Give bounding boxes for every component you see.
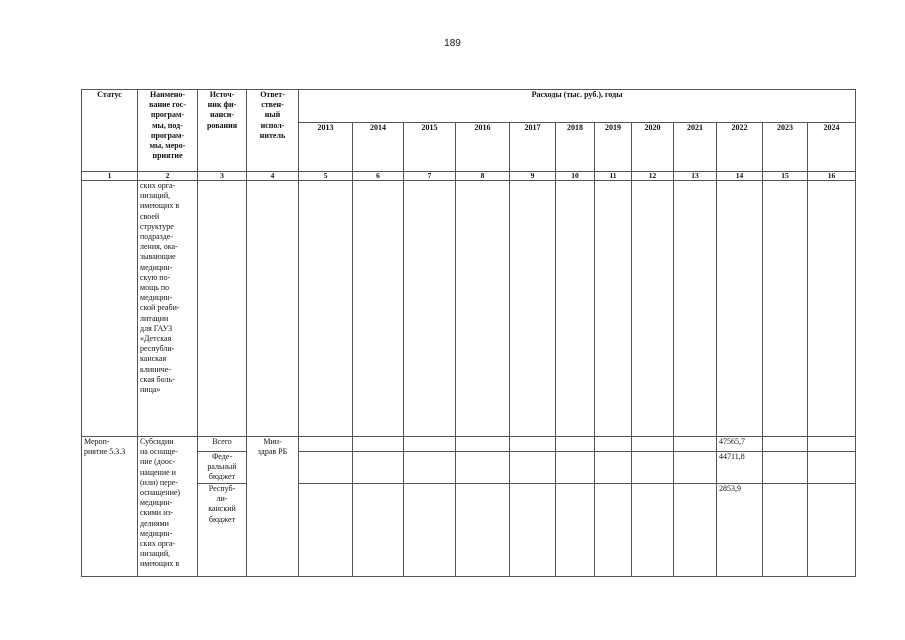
expense-cell xyxy=(595,484,632,577)
expense-cell xyxy=(299,181,353,437)
status-cell xyxy=(82,181,138,437)
column-number: 15 xyxy=(763,172,808,181)
expense-cell xyxy=(808,437,856,452)
column-number: 9 xyxy=(510,172,556,181)
expense-cell xyxy=(299,484,353,577)
expense-cell xyxy=(456,484,510,577)
budget-table xyxy=(81,89,856,577)
continuation-name-cell: ских орга- низаций, имеющих в своей структуре подразде- ления, ока- зывающие медицин- скую по- мощь по медицин- ской реаби- литации для ГАУЗ «Детская республи- канская клиниче- ская боль- ница» xyxy=(138,181,198,437)
page-number: 189 xyxy=(444,38,461,49)
table-row xyxy=(82,452,856,484)
measure-name-cell: Субсидии на оснаще- ние (доос- нащение и (или) пере- оснащение) медицин- скими из- делиями медицин- ских орга- низаций, имеющих в xyxy=(138,437,198,577)
header-status: Статус xyxy=(82,90,138,172)
expense-cell xyxy=(456,181,510,437)
column-number: 13 xyxy=(674,172,717,181)
expense-cell xyxy=(456,452,510,484)
expense-cell xyxy=(808,452,856,484)
year-header: 2013 xyxy=(299,123,353,172)
expense-cell xyxy=(632,452,674,484)
source-cell: Всего xyxy=(198,437,247,452)
expense-cell xyxy=(353,181,404,437)
expense-cell xyxy=(595,437,632,452)
year-header: 2018 xyxy=(556,123,595,172)
executor-cell xyxy=(247,181,299,437)
source-cell: Феде- ральный бюджет xyxy=(198,452,247,484)
header-expenses: Расходы (тыс. руб.), годы xyxy=(299,90,856,123)
column-number: 1 xyxy=(82,172,138,181)
year-header: 2019 xyxy=(595,123,632,172)
expense-2022-cell: 47565,7 xyxy=(717,437,763,452)
column-number: 7 xyxy=(404,172,456,181)
expense-cell xyxy=(299,452,353,484)
column-number: 2 xyxy=(138,172,198,181)
expense-cell xyxy=(632,437,674,452)
column-number: 12 xyxy=(632,172,674,181)
expense-cell xyxy=(353,452,404,484)
year-header: 2021 xyxy=(674,123,717,172)
expense-cell xyxy=(763,452,808,484)
expense-cell xyxy=(510,181,556,437)
source-cell xyxy=(198,181,247,437)
expense-cell xyxy=(510,452,556,484)
table-row xyxy=(82,437,856,452)
expense-cell xyxy=(674,437,717,452)
column-number: 5 xyxy=(299,172,353,181)
header-executor: Ответ- ствен- ный испол- нитель xyxy=(247,90,299,172)
expense-cell xyxy=(674,484,717,577)
expense-cell xyxy=(763,484,808,577)
year-header: 2022 xyxy=(717,123,763,172)
expense-cell xyxy=(510,437,556,452)
expense-cell xyxy=(404,181,456,437)
expense-2022-cell: 2853,9 xyxy=(717,484,763,577)
expense-cell xyxy=(674,452,717,484)
column-number: 11 xyxy=(595,172,632,181)
expense-cell xyxy=(763,437,808,452)
header-source: Источ- ник фи- нанси- рования xyxy=(198,90,247,172)
expense-cell xyxy=(456,437,510,452)
column-number: 16 xyxy=(808,172,856,181)
expense-cell xyxy=(632,484,674,577)
expense-cell xyxy=(556,452,595,484)
expense-cell xyxy=(717,181,763,437)
executor-cell: Мин- здрав РБ xyxy=(247,437,299,577)
column-number: 8 xyxy=(456,172,510,181)
year-header: 2014 xyxy=(353,123,404,172)
expense-cell xyxy=(556,181,595,437)
expense-cell xyxy=(808,484,856,577)
table-row xyxy=(82,181,856,437)
expense-cell xyxy=(556,437,595,452)
status-cell: Мероп- риятие 5.3.3 xyxy=(82,437,138,577)
table-row xyxy=(82,484,856,577)
expense-cell xyxy=(353,437,404,452)
expense-cell xyxy=(404,437,456,452)
year-header: 2015 xyxy=(404,123,456,172)
expense-cell xyxy=(404,484,456,577)
year-header: 2024 xyxy=(808,123,856,172)
expense-cell xyxy=(404,452,456,484)
year-header: 2017 xyxy=(510,123,556,172)
expense-cell xyxy=(556,484,595,577)
expense-cell xyxy=(353,484,404,577)
expense-cell xyxy=(510,484,556,577)
column-number: 3 xyxy=(198,172,247,181)
expense-cell xyxy=(595,181,632,437)
year-header: 2023 xyxy=(763,123,808,172)
expense-cell xyxy=(763,181,808,437)
column-number: 6 xyxy=(353,172,404,181)
expense-cell xyxy=(632,181,674,437)
expense-cell xyxy=(808,181,856,437)
column-number: 4 xyxy=(247,172,299,181)
column-number: 10 xyxy=(556,172,595,181)
year-header: 2020 xyxy=(632,123,674,172)
expense-cell xyxy=(674,181,717,437)
header-name: Наимено- вание гос- програм- мы, под- програм- мы, меро- приятие xyxy=(138,90,198,172)
year-header: 2016 xyxy=(456,123,510,172)
expense-cell xyxy=(299,437,353,452)
source-cell: Респуб- ли- канский бюджет xyxy=(198,484,247,577)
expense-2022-cell: 44711,8 xyxy=(717,452,763,484)
column-number: 14 xyxy=(717,172,763,181)
expense-cell xyxy=(595,452,632,484)
